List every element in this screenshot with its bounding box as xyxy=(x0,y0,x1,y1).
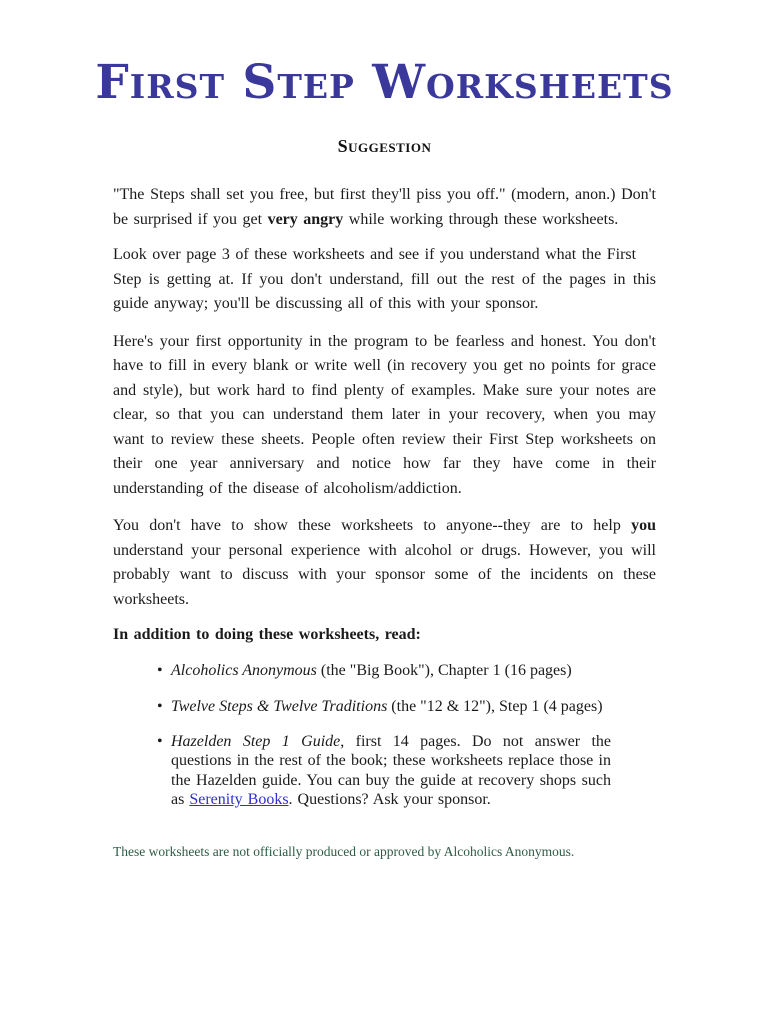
paragraph-quote-run1: "The Steps shall set you free, but first they'll piss you off." (modern, anon.) Don't be surprised if you get xyxy=(113,186,656,228)
section-heading-suggestion: Suggestion xyxy=(337,136,432,157)
bold-emphasis-you: you xyxy=(631,517,656,535)
bullet-icon: • xyxy=(157,698,163,716)
reading-list-heading: In addition to doing these worksheets, read: xyxy=(113,626,421,644)
list-item-big-book-text: (the "Big Book"), Chapter 1 (16 pages) xyxy=(316,661,572,679)
disclaimer-text: These worksheets are not officially produced or approved by Alcoholics Anonymous. xyxy=(113,843,575,859)
bold-emphasis-very-angry: very angry xyxy=(267,210,344,228)
bullet-icon: • xyxy=(157,661,163,679)
list-item-twelve-and-twelve xyxy=(157,695,611,720)
list-item-hazelden-text2: . Questions? Ask your sponsor. xyxy=(288,791,491,809)
document-body xyxy=(113,183,656,810)
reading-list xyxy=(157,659,612,810)
page-title: First Step Worksheets xyxy=(95,55,674,110)
list-item-hazelden xyxy=(157,732,612,810)
book-title-alcoholics-anonymous: Alcoholics Anonymous xyxy=(171,661,317,679)
list-item-twelve-and-twelve-text: (the "12 & 12"), Step 1 (4 pages) xyxy=(387,698,603,716)
paragraph-show-anyone-run3: understand your personal experience with alcohol or drugs. However, you will probably want to discuss with your sponsor some of the incidents on these worksheets. xyxy=(113,541,656,608)
paragraph-lookover-rest: Step is getting at. If you don't understand, fill out the rest of the pages in this guide anyway; you'll be discussing all of this with your sponsor. xyxy=(113,270,656,313)
paragraph-show-anyone xyxy=(113,514,656,612)
paragraph-opportunity: Here's your first opportunity in the program to be fearless and honest. You don't have to fill in every blank or write well (in recovery you get no points for grace and style), but work hard to find plenty of examples. Make sure your notes are clear, so that you can understand them later in your recovery, when you may want to review these sheets. People often review their First Step worksheets on their one year anniversary and notice how far they have come in their understanding of the disease of alcoholism/addiction. xyxy=(113,332,656,497)
paragraph-quote-run3: while working through these worksheets. xyxy=(343,210,619,228)
book-title-twelve-steps: Twelve Steps & Twelve Traditions xyxy=(171,698,388,716)
paragraph-show-anyone-run1: You don't have to show these worksheets to anyone--they are to help xyxy=(113,517,632,535)
list-item-big-book xyxy=(157,659,611,684)
bullet-icon: • xyxy=(157,732,163,750)
book-title-hazelden-guide: Hazelden Step 1 Guide xyxy=(171,732,341,750)
paragraph-quote xyxy=(113,183,656,232)
list-item-hazelden-text1: , first 14 pages. Do not answer the questions in the rest of the book; these worksheets replace those in the Hazelden guide. You can buy the guide at recovery shops such as xyxy=(171,732,612,809)
serenity-books-link[interactable]: Serenity Books xyxy=(189,791,289,809)
paragraph-lookover-line1: Look over page 3 of these worksheets and see if you understand what the First xyxy=(113,246,637,264)
